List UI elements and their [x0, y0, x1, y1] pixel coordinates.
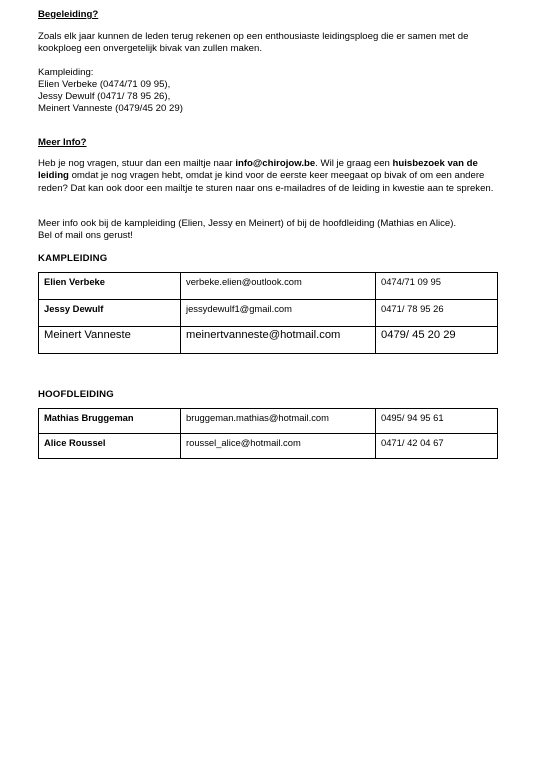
- contact-email: meinertvanneste@hotmail.com: [181, 327, 376, 354]
- kampleiding-label: Kampleiding:: [38, 67, 94, 78]
- meer-info-heading: Meer Info?: [38, 137, 87, 148]
- begeleiding-intro-line-2: kookploeg een onvergetelijk bivak van zullen maken.: [38, 43, 262, 54]
- meer-info-p1-text-a: Heb je nog vragen, stuur dan een mailtje naar: [38, 158, 236, 169]
- contact-phone: 0471/ 78 95 26: [376, 300, 498, 327]
- contact-email: jessydewulf1@gmail.com: [181, 300, 376, 327]
- begeleiding-heading: Begeleiding?: [38, 9, 99, 20]
- meer-info-p2-line-2: Bel of mail ons gerust!: [38, 230, 133, 241]
- contact-name: Meinert Vanneste: [39, 327, 181, 354]
- contact-name: Mathias Bruggeman: [39, 409, 181, 434]
- contact-phone: 0471/ 42 04 67: [376, 434, 498, 459]
- table-row: [39, 300, 498, 327]
- info-email-link[interactable]: info@chirojow.be: [235, 158, 316, 169]
- begeleiding-intro-line-1: Zoals elk jaar kunnen de leden terug rekenen op een enthousiaste leidingsploeg die er samen met de: [38, 31, 469, 42]
- table-row: [39, 327, 498, 354]
- table-row: [39, 273, 498, 300]
- contact-email: bruggeman.mathias@hotmail.com: [181, 409, 376, 434]
- hoofdleiding-table: [38, 408, 498, 459]
- contact-phone: 0495/ 94 95 61: [376, 409, 498, 434]
- table-row: [39, 409, 498, 434]
- kampleiding-title: KAMPLEIDING: [38, 253, 108, 264]
- contact-email: roussel_alice@hotmail.com: [181, 434, 376, 459]
- meer-info-p1-text-b: . Wil je graag een: [315, 158, 393, 169]
- meer-info-p2-line-1: Meer info ook bij de kampleiding (Elien, Jessy en Meinert) of bij de hoofdleiding (Mathias en Alice).: [38, 218, 457, 229]
- contact-name: Elien Verbeke: [39, 273, 181, 300]
- table-row: [39, 434, 498, 459]
- kampleiding-table: [38, 272, 498, 354]
- kampleiding-line-3: Meinert Vanneste (0479/45 20 29): [38, 103, 183, 114]
- contact-email: verbeke.elien@outlook.com: [181, 273, 376, 300]
- meer-info-paragraph-1: [38, 158, 498, 195]
- hoofdleiding-title: HOOFDLEIDING: [38, 389, 114, 400]
- huisbezoek-emphasis: huisbezoek van de leiding: [38, 158, 478, 182]
- kampleiding-line-1: Elien Verbeke (0474/71 09 95),: [38, 79, 171, 90]
- contact-phone: 0479/ 45 20 29: [376, 327, 498, 354]
- contact-name: Alice Roussel: [39, 434, 181, 459]
- kampleiding-line-2: Jessy Dewulf (0471/ 78 95 26),: [38, 91, 171, 102]
- contact-phone: 0474/71 09 95: [376, 273, 498, 300]
- contact-name: Jessy Dewulf: [39, 300, 181, 327]
- meer-info-p1-text-c: omdat je nog vragen hebt, omdat je kind voor de eerste keer meegaat op bivak of om een andere reden? Dat kan ook door een mailtje te sturen naar ons e-mailadres of de leiding in kwestie aan te spreken.: [38, 170, 494, 194]
